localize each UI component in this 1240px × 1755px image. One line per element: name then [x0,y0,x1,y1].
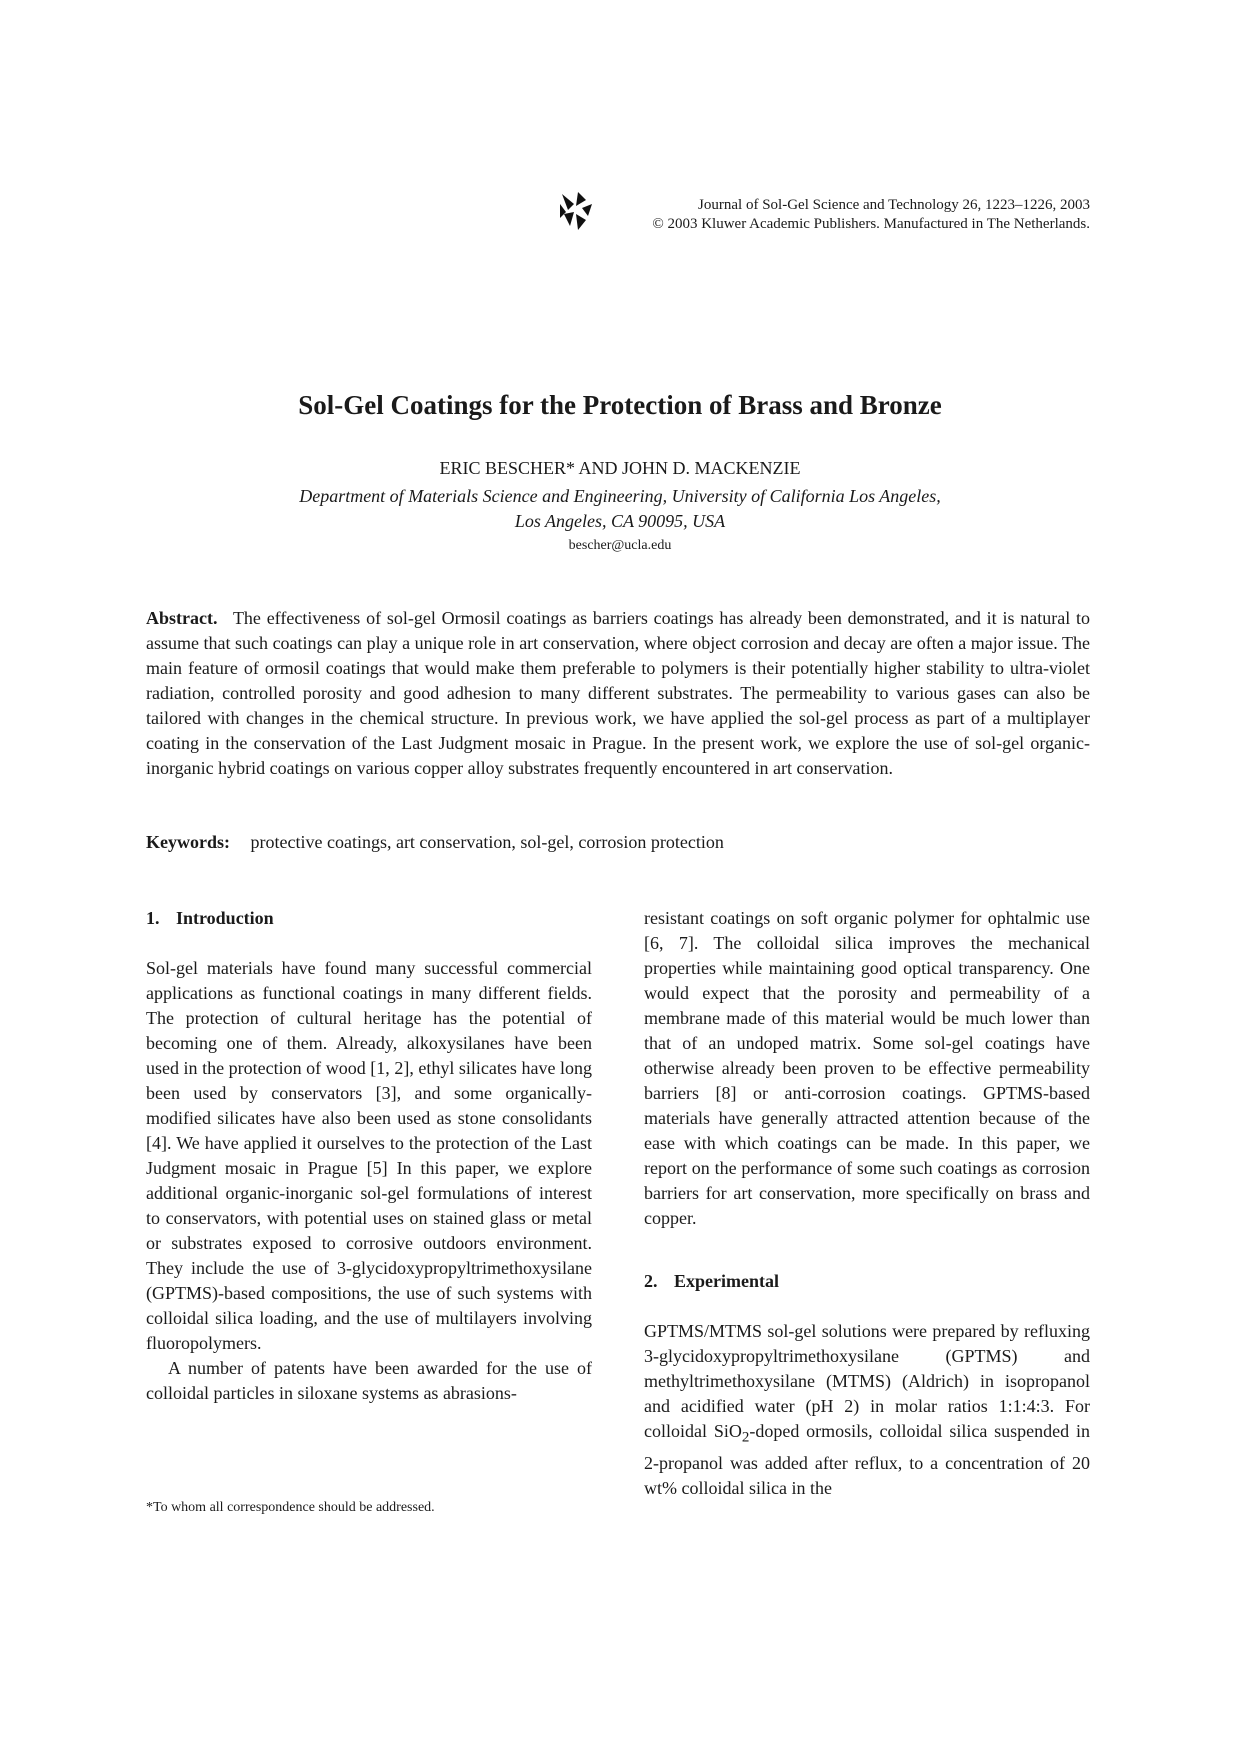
experimental-text-part-2: -doped ormosils, colloidal silica suspended in 2-propanol was added after reflux, to a concentration of 20 wt% colloidal silica in the [644,1421,1090,1498]
experimental-text-part-1: GPTMS/MTMS sol-gel solutions were prepared by refluxing 3-glycidoxypropyltrimethoxysilane (GPTMS) and methyltrimethoxysilane (MTMS) (Aldrich) in isopropanol and acidified water (pH 2) in molar ratios 1:1:4:3. For colloidal SiO [644,1321,1090,1441]
paper-title: Sol-Gel Coatings for the Protection of Brass and Bronze [298,390,942,420]
abstract-label: Abstract. [146,608,218,628]
section-number: 1. [146,908,160,928]
section-title: Introduction [176,908,274,928]
affiliation-line-2: Los Angeles, CA 90095, USA [514,511,726,531]
affiliation-line-1: Department of Materials Science and Engineering, University of California Los Angeles, [299,486,941,506]
right-column [644,906,1090,1501]
experimental-paragraph-1 [644,1319,1090,1501]
section-heading-introduction [146,906,592,931]
intro-paragraph-2: A number of patents have been awarded for the use of colloidal particles in siloxane systems as abrasions- [146,1358,592,1403]
affiliation [0,484,1240,534]
keywords-text: protective coatings, art conservation, sol-gel, corrosion protection [250,832,724,852]
copyright-line: © 2003 Kluwer Academic Publishers. Manufactured in The Netherlands. [652,216,1090,232]
subscript: 2 [741,1429,750,1446]
journal-citation: Journal of Sol-Gel Science and Technology 26, 1223–1226, 2003 [698,197,1090,213]
keywords-label: Keywords: [146,832,230,852]
section-number: 2. [644,1271,658,1291]
journal-header [560,196,1090,234]
author-email: bescher@ucla.edu [568,538,672,553]
section-title: Experimental [674,1271,779,1291]
intro-paragraph-1: Sol-gel materials have found many successful commercial applications as functional coatings in many different fields. The protection of cultural heritage has the potential of becoming one of them. Already, alkoxysilanes have been used in the protection of wood [1, 2], ethyl silicates have long been used by conservators [3], and some organically-modified silicates have also been used as stone consolidants [4]. We have applied it ourselves to the protection of the Last Judgment mosaic in Prague [5] In this paper, we explore additional organic-inorganic sol-gel formulations of interest to conservators, with potential uses on stained glass or metal or substrates exposed to corrosive outdoors environment. They include the use of 3-glycidoxypropyltrimethoxysilane (GPTMS)-based compositions, the use of such systems with colloidal silica loading, and the use of multilayers involving fluoropolymers. [146,958,592,1353]
intro-paragraph-2-continued: resistant coatings on soft organic polymer for ophtalmic use [6, 7]. The colloidal silica improves the mechanical properties while maintaining good optical transparency. One would expect that the porosity and permeability of a membrane made of this material would be much lower than that of an undoped matrix. Some sol-gel coatings have otherwise already been proven to be effective permeability barriers [8] or anti-corrosion coatings. GPTMS-based materials have generally attracted attention because of the ease with which coatings can be made. In this paper, we report on the performance of some such coatings as corrosion barriers for art conservation, more specifically on brass and copper. [644,908,1090,1228]
footnote: *To whom all correspondence should be addressed. [146,1500,435,1515]
authors: ERIC BESCHER* AND JOHN D. MACKENZIE [439,458,801,478]
keywords [146,832,1090,853]
abstract-text: The effectiveness of sol-gel Ormosil coatings as barriers coatings has already been demonstrated, and it is natural to assume that such coatings can play a unique role in art conservation, where object corrosion and decay are often a major issue. The main feature of ormosil coatings that would make them preferable to polymers is their potentially higher stability to ultra-violet radiation, controlled porosity and good adhesion to many different substrates. The permeability to various gases can also be tailored with changes in the chemical structure. In previous work, we have applied the sol-gel process as part of a multiplayer coating in the conservation of the Last Judgment mosaic in Prague. In the present work, we explore the use of sol-gel organic-inorganic hybrid coatings on various copper alloy substrates frequently encountered in art conservation. [146,608,1090,778]
left-column [146,906,592,1406]
section-heading-experimental [644,1269,1090,1294]
abstract [146,606,1090,781]
